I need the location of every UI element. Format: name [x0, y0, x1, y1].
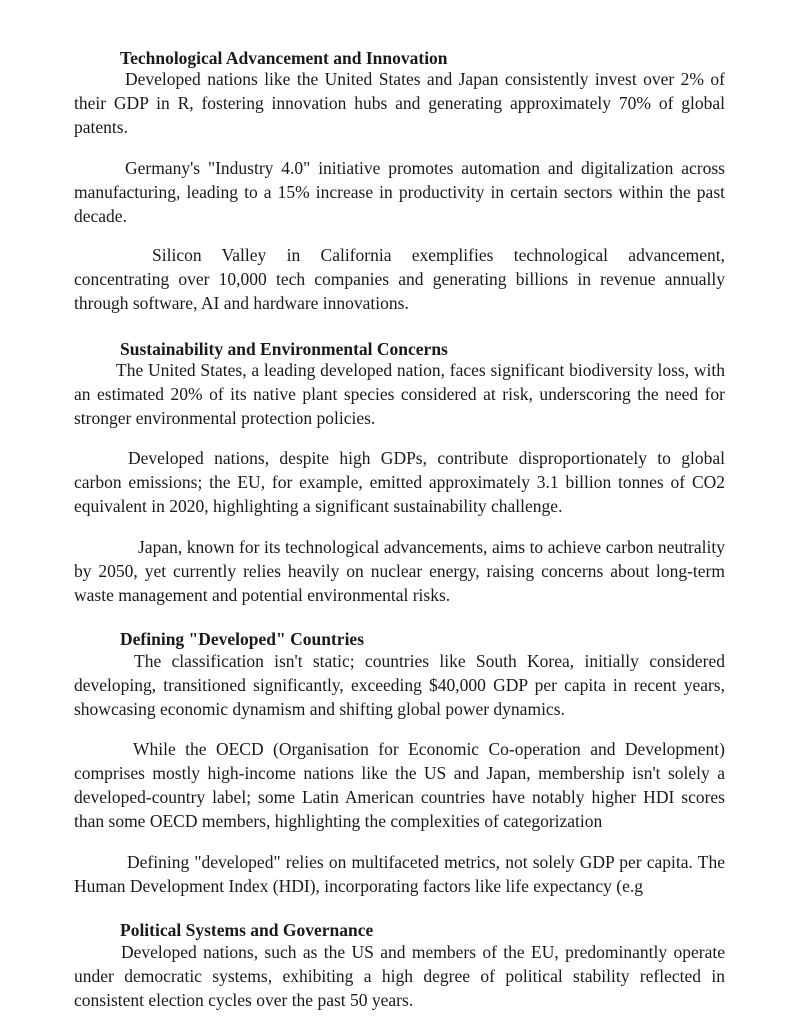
paragraph-technology-3: Silicon Valley in California exemplifies technological advancement, concentrating over 10,000 tech companies and generating billions in revenue annually through software, AI and hardware innovations.: [74, 245, 725, 313]
paragraph-sustainability-3: Japan, known for its technological advancements, aims to achieve carbon neutrality by 2050, yet currently relies heavily on nuclear energy, raising concerns about long-term waste management and potential environmental risks.: [74, 537, 725, 605]
section-heading-sustainability: Sustainability and Environmental Concerns: [120, 339, 448, 359]
section-heading-defining: Defining "Developed" Countries: [120, 629, 365, 649]
paragraph-political-1: Developed nations, such as the US and members of the EU, predominantly operate under democratic systems, exhibiting a high degree of political stability reflected in consistent election cycles over the past 50 years.: [74, 942, 725, 1010]
paragraph-defining-2: While the OECD (Organisation for Economic Co-operation and Development) comprises mostly high-income nations like the US and Japan, membership isn't solely a developed-country label; some Latin American countries have notably higher HDI scores than some OECD members, highlighting the complexities of categorization: [74, 739, 725, 831]
paragraph-technology-2: Germany's "Industry 4.0" initiative promotes automation and digitalization across manufacturing, leading to a 15% increase in productivity in certain sectors within the past decade.: [74, 158, 725, 226]
paragraph-defining-3: Defining "developed" relies on multifaceted metrics, not solely GDP per capita. The Human Development Index (HDI), incorporating factors like life expectancy (e.g: [74, 852, 725, 896]
paragraph-defining-1: The classification isn't static; countries like South Korea, initially considered developing, transitioned significantly, exceeding $40,000 GDP per capita in recent years, showcasing economic dynamism and shifting global power dynamics.: [74, 651, 725, 719]
paragraph-sustainability-2: Developed nations, despite high GDPs, contribute disproportionately to global carbon emissions; the EU, for example, emitted approximately 3.1 billion tonnes of CO2 equivalent in 2020, highlighting a significant sustainability challenge.: [74, 448, 725, 516]
paragraph-sustainability-1: The United States, a leading developed nation, faces significant biodiversity loss, with an estimated 20% of its native plant species considered at risk, underscoring the need for stronger environmental protection policies.: [74, 360, 725, 428]
section-heading-political: Political Systems and Governance: [120, 920, 374, 940]
paragraph-technology-1: Developed nations like the United States and Japan consistently invest over 2% of their GDP in R, fostering innovation hubs and generating approximately 70% of global patents.: [74, 69, 725, 137]
section-heading-technology: Technological Advancement and Innovation: [120, 48, 448, 68]
